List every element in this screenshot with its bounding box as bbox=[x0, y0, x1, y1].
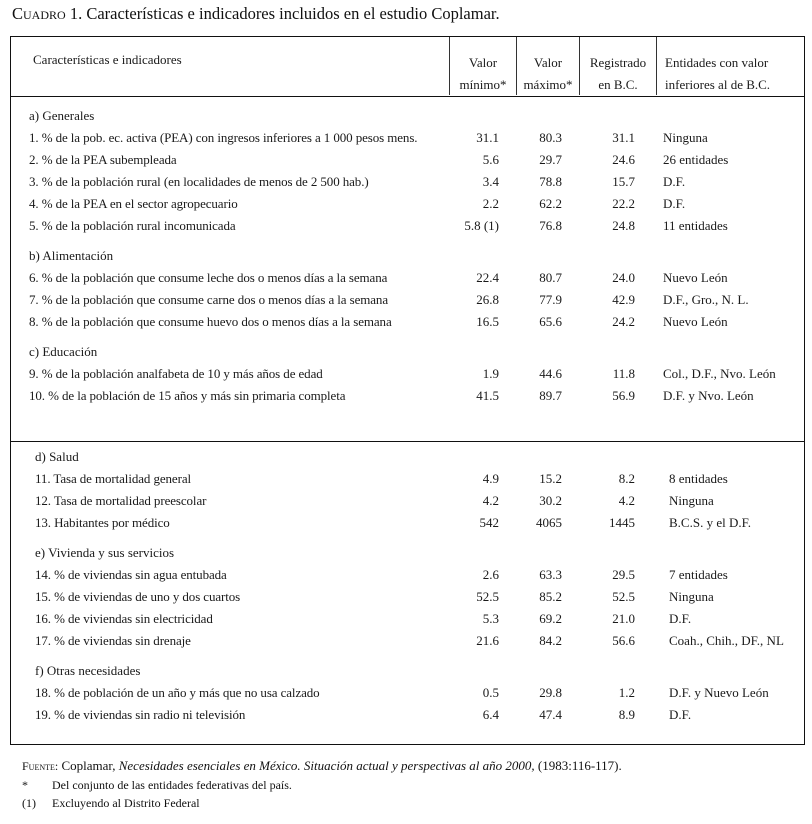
min-value: 4.2 bbox=[482, 493, 499, 508]
table-row bbox=[11, 289, 804, 311]
max-value: 4065 bbox=[536, 515, 562, 530]
table-row bbox=[11, 586, 804, 608]
min-value: 5.6 bbox=[482, 152, 499, 167]
indicator-label: 11. Tasa de mortalidad general bbox=[35, 471, 192, 486]
table-row bbox=[11, 608, 804, 630]
max-value: 84.2 bbox=[539, 633, 562, 648]
footnote-mark: (1) bbox=[22, 796, 36, 810]
indicator-label: 19. % de viviendas sin radio ni televisión bbox=[35, 707, 246, 722]
entities-value: Ninguna bbox=[669, 493, 714, 508]
bc-value: 24.6 bbox=[612, 152, 635, 167]
section-header bbox=[11, 245, 804, 267]
min-value: 5.8 (1) bbox=[464, 218, 499, 233]
header-max-line2: máximo* bbox=[523, 77, 573, 92]
indicators-table bbox=[10, 36, 805, 745]
max-value: 85.2 bbox=[539, 589, 562, 604]
table-row bbox=[11, 512, 804, 534]
bc-value: 24.0 bbox=[612, 270, 635, 285]
bc-value: 52.5 bbox=[612, 589, 635, 604]
header-min-value bbox=[449, 37, 516, 95]
entities-value: Ninguna bbox=[669, 589, 714, 604]
table-row bbox=[11, 149, 804, 171]
table-row bbox=[11, 468, 804, 490]
header-bc-line2: en B.C. bbox=[598, 77, 638, 92]
max-value: 76.8 bbox=[539, 218, 562, 233]
indicator-label: 7. % de la población que consume carne dos o menos días a la semana bbox=[29, 292, 388, 307]
max-value: 65.6 bbox=[539, 314, 562, 329]
min-value: 16.5 bbox=[476, 314, 499, 329]
min-value: 4.9 bbox=[482, 471, 499, 486]
entities-value: 7 entidades bbox=[669, 567, 728, 582]
indicator-label: 9. % de la población analfabeta de 10 y más años de edad bbox=[29, 366, 323, 381]
table-row bbox=[11, 267, 804, 289]
bc-value: 56.9 bbox=[612, 388, 635, 403]
max-value: 62.2 bbox=[539, 196, 562, 211]
entities-value: 26 entidades bbox=[663, 152, 729, 167]
max-value: 80.7 bbox=[539, 270, 562, 285]
table-body-lower bbox=[11, 446, 804, 726]
entities-value: Nuevo León bbox=[663, 270, 728, 285]
indicator-label: 15. % de viviendas de uno y dos cuartos bbox=[35, 589, 241, 604]
max-value: 29.8 bbox=[539, 685, 562, 700]
footnote-text: Del conjunto de las entidades federativas del país. bbox=[52, 778, 292, 792]
section-header bbox=[11, 341, 804, 363]
table-row bbox=[11, 490, 804, 512]
indicator-label: 2. % de la PEA subempleada bbox=[29, 152, 177, 167]
min-value: 26.8 bbox=[476, 292, 499, 307]
entities-value: D.F. bbox=[663, 196, 686, 211]
section-title: e) Vivienda y sus servicios bbox=[35, 545, 175, 560]
entities-value: D.F. y Nuevo León bbox=[669, 685, 769, 700]
table-caption bbox=[12, 4, 500, 24]
entities-value: Col., D.F., Nvo. León bbox=[663, 366, 776, 381]
footnote-mark: * bbox=[22, 778, 28, 792]
indicator-label: 13. Habitantes por médico bbox=[35, 515, 170, 530]
table-row bbox=[11, 564, 804, 586]
table-row bbox=[11, 385, 804, 407]
header-bc-line1: Registrado bbox=[589, 55, 647, 70]
header-min-line2: mínimo* bbox=[459, 77, 507, 92]
caption-prefix: Cuadro bbox=[12, 4, 66, 23]
entities-value: D.F. bbox=[669, 611, 692, 626]
entities-value: D.F., Gro., N. L. bbox=[663, 292, 749, 307]
min-value: 0.5 bbox=[482, 685, 499, 700]
max-value: 77.9 bbox=[539, 292, 562, 307]
max-value: 30.2 bbox=[539, 493, 562, 508]
max-value: 44.6 bbox=[539, 366, 562, 381]
bc-value: 24.8 bbox=[612, 218, 635, 233]
table-footer bbox=[22, 756, 802, 812]
source-author: Coplamar, bbox=[58, 758, 119, 773]
bc-value: 1445 bbox=[609, 515, 635, 530]
footnote-1 bbox=[22, 794, 802, 812]
bc-value: 24.2 bbox=[612, 314, 635, 329]
table-row bbox=[11, 127, 804, 149]
entities-value: Ninguna bbox=[663, 130, 708, 145]
source-title: Necesidades esenciales en México. Situación actual y perspectivas al año 2000, bbox=[118, 758, 535, 773]
bc-value: 22.2 bbox=[612, 196, 635, 211]
entities-value: D.F. bbox=[663, 174, 686, 189]
bc-value: 8.9 bbox=[618, 707, 635, 722]
section-title: a) Generales bbox=[29, 108, 95, 123]
max-value: 69.2 bbox=[539, 611, 562, 626]
min-value: 21.6 bbox=[476, 633, 499, 648]
indicator-label: 6. % de la población que consume leche dos o menos días a la semana bbox=[29, 270, 388, 285]
indicator-label: 12. Tasa de mortalidad preescolar bbox=[35, 493, 207, 508]
min-value: 3.4 bbox=[482, 174, 499, 189]
bc-value: 15.7 bbox=[612, 174, 635, 189]
table-header bbox=[11, 37, 804, 97]
section-header bbox=[11, 660, 804, 682]
table-row bbox=[11, 630, 804, 652]
section-title: d) Salud bbox=[35, 449, 79, 464]
header-min-line1: Valor bbox=[468, 55, 498, 70]
table-body-upper bbox=[11, 105, 804, 407]
max-value: 63.3 bbox=[539, 567, 562, 582]
min-value: 6.4 bbox=[482, 707, 499, 722]
table-row bbox=[11, 171, 804, 193]
indicator-label: 8. % de la población que consume huevo dos o menos días a la semana bbox=[29, 314, 392, 329]
entities-value: D.F. y Nvo. León bbox=[663, 388, 754, 403]
header-entities-line1: Entidades con valor bbox=[665, 55, 769, 70]
table-row bbox=[11, 193, 804, 215]
max-value: 89.7 bbox=[539, 388, 562, 403]
entities-value: 11 entidades bbox=[663, 218, 728, 233]
entities-value: D.F. bbox=[669, 707, 692, 722]
indicator-label: 3. % de la población rural (en localidades de menos de 2 500 hab.) bbox=[29, 174, 369, 189]
min-value: 41.5 bbox=[476, 388, 499, 403]
min-value: 22.4 bbox=[476, 270, 499, 285]
table-row bbox=[11, 363, 804, 385]
header-entities bbox=[656, 37, 804, 95]
indicator-label: 14. % de viviendas sin agua entubada bbox=[35, 567, 227, 582]
source-label: Fuente: bbox=[22, 759, 59, 773]
indicator-label: 17. % de viviendas sin drenaje bbox=[35, 633, 191, 648]
min-value: 31.1 bbox=[476, 130, 499, 145]
indicator-label: 5. % de la población rural incomunicada bbox=[29, 218, 236, 233]
section-spacer bbox=[11, 237, 804, 245]
min-value: 52.5 bbox=[476, 589, 499, 604]
footnote-asterisk bbox=[22, 776, 802, 794]
source-line bbox=[22, 756, 802, 776]
bc-value: 56.6 bbox=[612, 633, 635, 648]
bc-value: 21.0 bbox=[612, 611, 635, 626]
indicator-label: 4. % de la PEA en el sector agropecuario bbox=[29, 196, 238, 211]
max-value: 80.3 bbox=[539, 130, 562, 145]
header-bc-value bbox=[579, 37, 656, 95]
entities-value: B.C.S. y el D.F. bbox=[669, 515, 752, 530]
footnote-text: Excluyendo al Distrito Federal bbox=[52, 796, 200, 810]
section-title: c) Educación bbox=[29, 344, 98, 359]
section-title: f) Otras necesidades bbox=[35, 663, 141, 678]
source-ref: (1983:116-117). bbox=[534, 758, 622, 773]
entities-value: Nuevo León bbox=[663, 314, 728, 329]
bc-value: 29.5 bbox=[612, 567, 635, 582]
caption-text: 1. Características e indicadores incluidos en el estudio Coplamar. bbox=[65, 4, 500, 23]
indicator-label: 1. % de la pob. ec. activa (PEA) con ingresos inferiores a 1 000 pesos mens. bbox=[29, 130, 418, 145]
entities-value: Coah., Chih., DF., NL bbox=[669, 633, 784, 648]
header-max-line1: Valor bbox=[533, 55, 563, 70]
section-header bbox=[11, 446, 804, 468]
section-spacer bbox=[11, 534, 804, 542]
section-header bbox=[11, 105, 804, 127]
table-row bbox=[11, 704, 804, 726]
min-value: 2.6 bbox=[482, 567, 499, 582]
section-title: b) Alimentación bbox=[29, 248, 114, 263]
entities-value: 8 entidades bbox=[669, 471, 728, 486]
indicator-label: 10. % de la población de 15 años y más sin primaria completa bbox=[29, 388, 346, 403]
header-entities-line2: inferiores al de B.C. bbox=[665, 77, 771, 92]
header-indicators-label: Características e indicadores bbox=[33, 52, 182, 67]
max-value: 47.4 bbox=[539, 707, 562, 722]
header-max-value bbox=[516, 37, 579, 95]
bc-value: 31.1 bbox=[612, 130, 635, 145]
min-value: 542 bbox=[479, 515, 499, 530]
max-value: 78.8 bbox=[539, 174, 562, 189]
bc-value: 42.9 bbox=[612, 292, 635, 307]
section-spacer bbox=[11, 652, 804, 660]
bc-value: 11.8 bbox=[612, 366, 635, 381]
max-value: 29.7 bbox=[539, 152, 562, 167]
bc-value: 8.2 bbox=[618, 471, 635, 486]
table-row bbox=[11, 682, 804, 704]
table-row bbox=[11, 215, 804, 237]
indicator-label: 18. % de población de un año y más que no usa calzado bbox=[35, 685, 320, 700]
bc-value: 1.2 bbox=[618, 685, 635, 700]
section-spacer bbox=[11, 333, 804, 341]
indicator-label: 16. % de viviendas sin electricidad bbox=[35, 611, 213, 626]
max-value: 15.2 bbox=[539, 471, 562, 486]
header-indicators bbox=[11, 37, 449, 95]
section-divider bbox=[11, 441, 804, 442]
table-row bbox=[11, 311, 804, 333]
min-value: 1.9 bbox=[482, 366, 499, 381]
min-value: 2.2 bbox=[482, 196, 499, 211]
min-value: 5.3 bbox=[482, 611, 499, 626]
bc-value: 4.2 bbox=[618, 493, 635, 508]
section-header bbox=[11, 542, 804, 564]
